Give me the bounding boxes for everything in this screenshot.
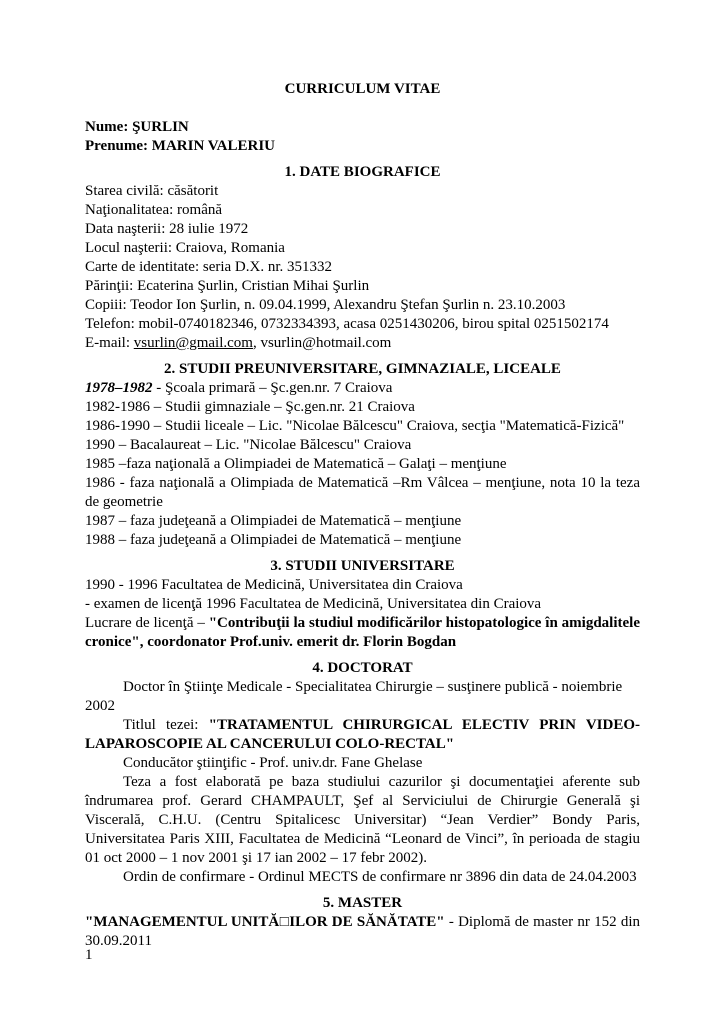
paragraph <box>85 137 640 156</box>
paragraph <box>85 595 640 614</box>
paragraph <box>85 716 640 754</box>
document-title: CURRICULUM VITAE <box>284 81 441 97</box>
text-run: Nume: ŞURLIN <box>85 119 189 135</box>
paragraph <box>85 614 640 652</box>
text-run: Conducător ştiinţific - Prof. univ.dr. Fane Ghelase <box>123 755 423 771</box>
text-run: 1. DATE BIOGRAFICE <box>284 164 441 180</box>
section-heading <box>85 659 640 678</box>
text-run: 1986 - faza naţională a Olimpiada de Matematică –Rm Vâlcea – menţiune, nota 10 la teza de geometrie <box>85 475 640 510</box>
text-run: 1987 – faza judeţeană a Olimpiadei de Matematică – menţiune <box>85 513 462 529</box>
paragraph <box>85 773 640 868</box>
document-content <box>85 80 640 951</box>
text-run: Teza a fost elaborată pe baza studiului cazurilor şi documentaţiei aferente sub îndrumarea prof. Gerard CHAMPAULT, Şef al Serviciului de Chirurgie Generală şi Viscerală, C.H.U. (Centru Spitalicesc Universitar) “Jean Verdier” Bondy Paris, Universitatea Paris XIII, Facultatea de Medicină “Leonard de Vinci”, în perioada de stagiu 01 oct 2000 – 1 nov 2001 şi 17 ian 2002 – 17 febr 2002). <box>85 774 640 866</box>
paragraph <box>85 277 640 296</box>
text-run: 2. STUDII PREUNIVERSITARE, GIMNAZIALE, LICEALE <box>164 361 561 377</box>
text-run: Locul naşterii: Craiova, Romania <box>85 240 285 256</box>
paragraph <box>85 868 640 887</box>
paragraph <box>85 334 640 353</box>
text-run: Ordin de confirmare - Ordinul MECTS de confirmare nr 3896 din data de 24.04.2003 <box>123 869 637 885</box>
paragraph <box>85 296 640 315</box>
text-run: "MANAGEMENTUL UNITĂ□ILOR DE SĂNĂTATE" <box>85 914 445 930</box>
text-run: 1986-1990 – Studii liceale – Lic. "Nicolae Bălcescu" Craiova, secţia "Matematică-Fizică" <box>85 418 625 434</box>
paragraph <box>85 474 640 512</box>
text-run: Copiii: Teodor Ion Şurlin, n. 09.04.1999, Alexandru Ştefan Şurlin n. 23.10.2003 <box>85 297 566 313</box>
text-run: Naţionalitatea: română <box>85 202 223 218</box>
paragraph <box>85 258 640 277</box>
text-run: "TRATAMENTUL CHIRURGICAL ELECTIV PRIN VIDEO-LAPAROSCOPIE AL CANCERULUI COLO-RECTAL" <box>85 717 641 752</box>
text-run: 1990 - 1996 Facultatea de Medicină, Universitatea din Craiova <box>85 577 463 593</box>
section-heading <box>85 360 640 379</box>
paragraph <box>85 220 640 239</box>
text-run: Carte de identitate: seria D.X. nr. 351332 <box>85 259 333 275</box>
text-run: Părinţii: Ecaterina Şurlin, Cristian Mihai Şurlin <box>85 278 370 294</box>
email-link[interactable]: vsurlin@gmail.com <box>133 335 253 351</box>
section-heading <box>85 894 640 913</box>
text-run: 1978–1982 <box>85 380 157 396</box>
document-body <box>85 118 640 951</box>
text-run: 3. STUDII UNIVERSITARE <box>270 558 455 574</box>
paragraph <box>85 118 640 137</box>
paragraph <box>85 379 640 398</box>
text-run: 4. DOCTORAT <box>312 660 413 676</box>
paragraph <box>85 239 640 258</box>
section-heading <box>85 557 640 576</box>
paragraph <box>85 455 640 474</box>
section-heading <box>85 163 640 182</box>
text-run: - Diplomă de master nr 152 din 30.09.2011 <box>85 914 640 949</box>
text-run: Prenume: MARIN VALERIU <box>85 138 276 154</box>
text-run: - examen de licenţă 1996 Facultatea de Medicină, Universitatea din Craiova <box>85 596 542 612</box>
paragraph <box>85 913 640 951</box>
text-run: 1990 – Bacalaureat – Lic. "Nicolae Bălcescu" Craiova <box>85 437 412 453</box>
text-run: 5. MASTER <box>322 895 403 911</box>
text-run: 1985 –faza naţională a Olimpiadei de Matematică – Galaţi – menţiune <box>85 456 507 472</box>
paragraph <box>85 201 640 220</box>
text-run: Starea civilă: căsătorit <box>85 183 219 199</box>
text-run: 1982-1986 – Studii gimnaziale – Şc.gen.nr. 21 Craiova <box>85 399 415 415</box>
paragraph <box>85 398 640 417</box>
text-run: Doctor în Ştiinţe Medicale - Specialitatea Chirurgie – susţinere publică - noiembrie 2002 <box>85 679 623 714</box>
paragraph <box>85 678 640 716</box>
text-run: 1988 – faza judeţeană a Olimpiadei de Matematică – menţiune <box>85 532 462 548</box>
text-run: E-mail: <box>85 335 134 351</box>
text-run: Data naşterii: 28 iulie 1972 <box>85 221 249 237</box>
text-run: , vsurlin@hotmail.com <box>252 335 392 351</box>
text-run: "Contribuţii la studiul modificărilor histopatologice în amigdalitele cronice", coordonator Prof.univ. emerit dr. Florin Bogdan <box>85 615 640 650</box>
paragraph <box>85 182 640 201</box>
paragraph <box>85 576 640 595</box>
paragraph <box>85 512 640 531</box>
paragraph <box>85 754 640 773</box>
text-run: Telefon: mobil-0740182346, 0732334393, acasa 0251430206, birou spital 0251502174 <box>85 316 609 332</box>
paragraph <box>85 531 640 550</box>
text-run: - Şcoala primară – Şc.gen.nr. 7 Craiova <box>156 380 393 396</box>
paragraph <box>85 436 640 455</box>
text-run: Titlul tezei: <box>123 717 209 733</box>
text-run: Lucrare de licenţă – <box>85 615 209 631</box>
page-number: 1 <box>85 947 93 963</box>
paragraph <box>85 315 640 334</box>
paragraph <box>85 417 640 436</box>
